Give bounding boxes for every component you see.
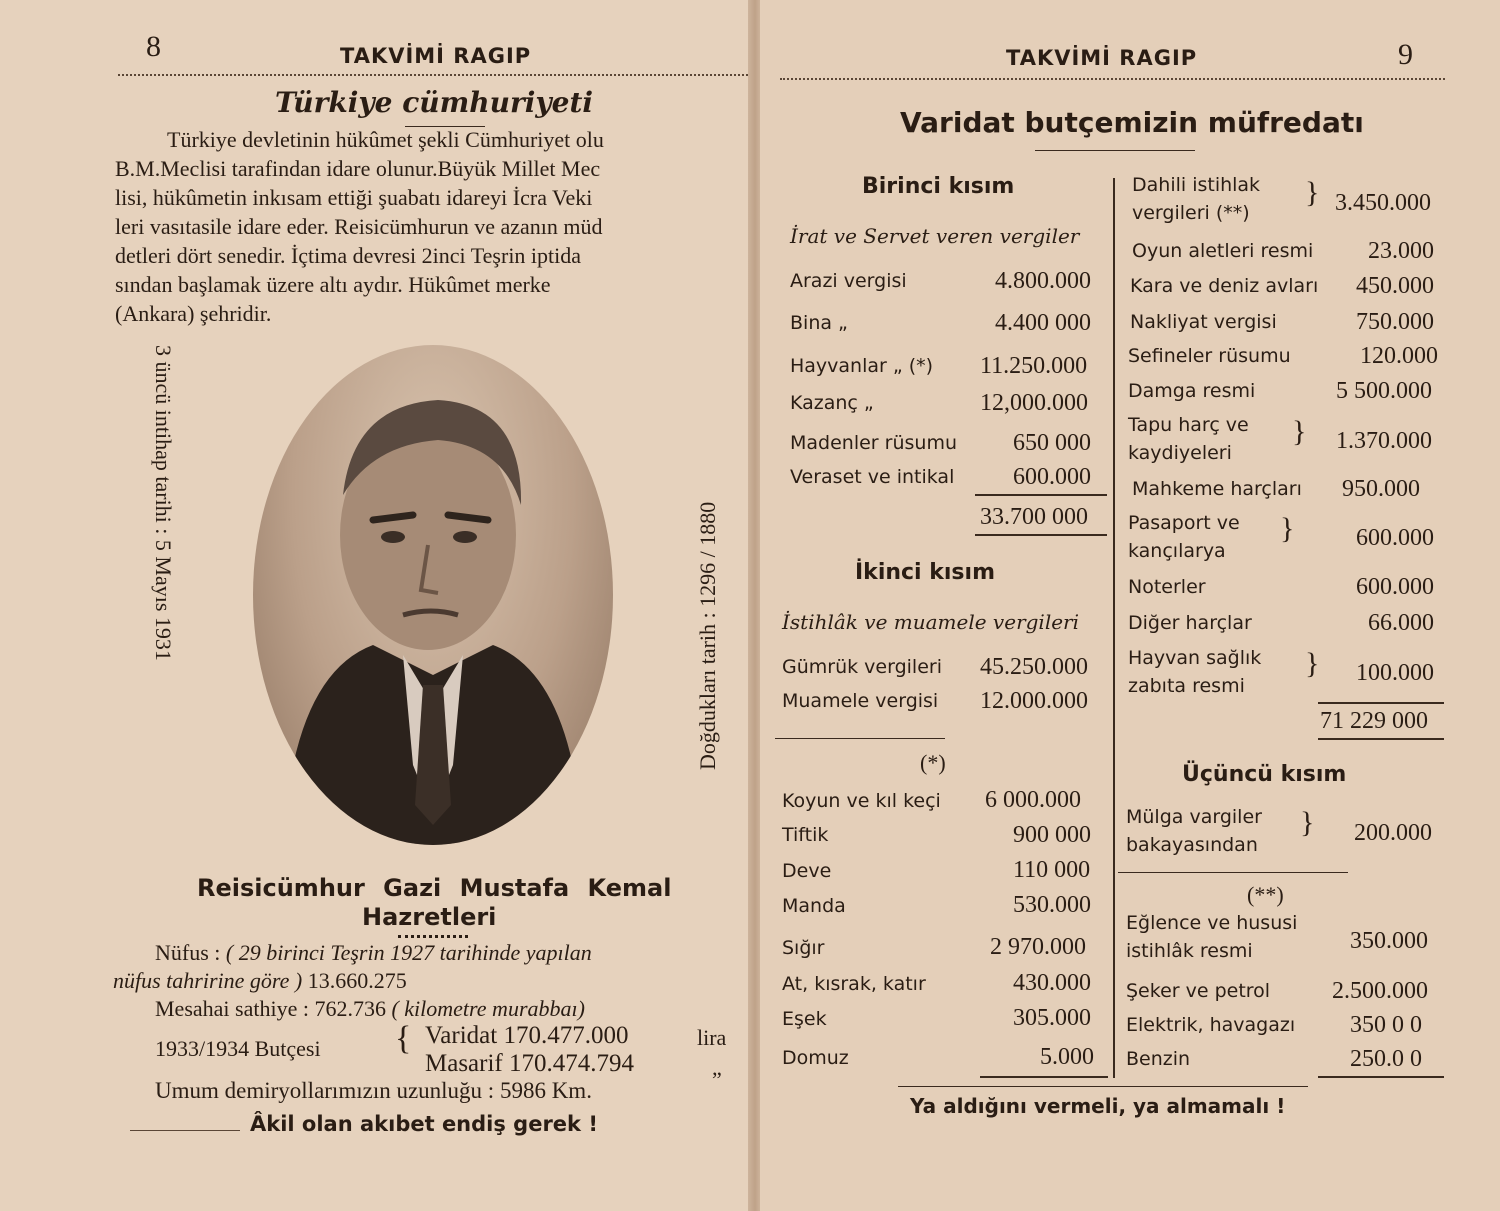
- col2-item-line-b: kançılarya: [1128, 540, 1226, 562]
- portrait-caption-2: Hazretleri: [362, 903, 497, 931]
- page-number-left: 8: [146, 30, 161, 63]
- col2-item-name: Noterler: [1128, 576, 1206, 598]
- intro-paragraph: [115, 125, 752, 328]
- sec1-item-value: 600.000: [1013, 464, 1091, 490]
- sec2-item-value: 12.000.000: [980, 688, 1088, 714]
- star-separator: [775, 738, 945, 739]
- col2-item-value: 66.000: [1368, 610, 1434, 636]
- star-mark: (*): [920, 750, 946, 775]
- motto-right: Ya aldığını vermeli, ya almamalı !: [910, 1094, 1286, 1118]
- mesahai-value: Mesahai sathiye : 762.736: [155, 996, 386, 1021]
- col2-item-value: 120.000: [1360, 343, 1438, 369]
- dstar-item-name: Şeker ve petrol: [1126, 980, 1271, 1002]
- birth-date-vertical: Doğdukları tarih : 1296 / 1880: [695, 501, 720, 770]
- butce-masarif: Masarif 170.474.794: [425, 1050, 634, 1077]
- right-page: [760, 0, 1500, 1211]
- page-number-right: 9: [1398, 38, 1413, 71]
- col2-item-name: Damga resmi: [1128, 380, 1256, 402]
- star-item-value: 110 000: [1013, 857, 1091, 883]
- dstar-item-name: Elektrik, havagazı: [1126, 1014, 1296, 1036]
- running-head-right: TAKVİMİ RAGIP: [1006, 46, 1198, 70]
- dstar-separator: [1118, 872, 1348, 873]
- sec3-item-line-a: Mülga vargiler: [1126, 806, 1262, 828]
- star-item-value: 2 970.000: [990, 934, 1086, 960]
- sec1-item-name: Arazi vergisi: [790, 270, 907, 292]
- col2-item-value: 1.370.000: [1336, 428, 1432, 454]
- nufus-label: Nüfus :: [155, 940, 221, 965]
- col2-item-line-b: zabıta resmi: [1128, 675, 1245, 697]
- page-title-right: Varidat butçemizin müfredatı: [900, 106, 1364, 139]
- col1-bottom-rule: [980, 1076, 1108, 1078]
- para-line-7: (Ankara) şehridir.: [115, 301, 272, 326]
- butce-lira: lira: [697, 1025, 727, 1050]
- nufus-note-a: ( 29 birinci Teşrin 1927 tarihinde yapılan: [225, 940, 592, 965]
- para-line-1: Türkiye devletinin hükûmet şekli Cümhuriyet olu: [167, 127, 604, 152]
- col2-item-value: 100.000: [1356, 660, 1434, 686]
- butce-varidat: Varidat 170.477.000: [425, 1022, 629, 1049]
- col2-item-line-a: Tapu harç ve: [1128, 414, 1249, 436]
- sec2-item-name: Gümrük vergileri: [782, 656, 942, 678]
- sec1-item-value: 11.250.000: [980, 353, 1088, 379]
- sec1-item-value: 12,000.000: [980, 390, 1088, 416]
- portrait-photo: [253, 345, 613, 845]
- dstar-mark: (**): [1247, 882, 1284, 907]
- mesahai-line: [155, 996, 585, 1022]
- demiryol-line: Umum demiryollarımızın uzunluğu : 5986 Km.: [155, 1078, 592, 1103]
- sec1-item-value: 4.400 000: [995, 310, 1091, 336]
- sec1-item-name: Hayvanlar „ (*): [790, 355, 934, 377]
- star-item-value: 5.000: [1040, 1044, 1094, 1070]
- col2-item-name: Diğer harçlar: [1128, 612, 1252, 634]
- sec2-item-value: 45.250.000: [980, 654, 1088, 680]
- star-item-value: 430.000: [1013, 970, 1091, 996]
- sec1-item-name: Veraset ve intikal: [790, 466, 955, 488]
- col2-item-value: 600.000: [1356, 525, 1434, 551]
- caption-ornament: [398, 935, 468, 938]
- sec2-title: İkinci kısım: [855, 560, 995, 585]
- title-underline-right: [1035, 150, 1195, 151]
- sec1-subtitle: İrat ve Servet veren vergiler: [790, 224, 1080, 248]
- sec3-value: 200.000: [1354, 820, 1432, 846]
- para-line-3: lisi, hükûmetin inkısam ettiği şuabatı idareyi İcra Veki: [115, 185, 593, 210]
- nufus-line-2: [113, 968, 407, 994]
- col2-item-value: 450.000: [1356, 273, 1434, 299]
- sec1-item-value: 4.800.000: [995, 268, 1091, 294]
- col2-item-name: Sefineler rüsumu: [1128, 345, 1291, 367]
- portrait-caption-1: Reisicümhur Gazi Mustafa Kemal: [197, 874, 672, 902]
- running-head-left: TAKVİMİ RAGIP: [340, 44, 532, 68]
- col2-item-value: 950.000: [1342, 476, 1420, 502]
- page-title-left: Türkiye cümhuriyeti: [275, 86, 594, 119]
- nufus-value: 13.660.275: [307, 968, 407, 993]
- nufus-note-b: nüfus tahririne göre ): [113, 968, 303, 993]
- butce-brace: {: [395, 1020, 412, 1057]
- col2-item-name: Nakliyat vergisi: [1130, 311, 1277, 333]
- star-item-name: Deve: [782, 860, 832, 882]
- dstar-item-value: 2.500.000: [1332, 978, 1428, 1004]
- sec1-total: 33.700 000: [980, 504, 1088, 530]
- motto-left: Âkil olan akıbet endiş gerek !: [250, 1112, 598, 1136]
- star-item-name: Tiftik: [782, 824, 829, 846]
- para-line-6: sından başlamak üzere altı aydır. Hükûmet merke: [115, 272, 551, 297]
- star-item-value: 900 000: [1013, 822, 1091, 848]
- col2-item-line-a: Hayvan sağlık: [1128, 647, 1262, 669]
- col2-item-line-a: Pasaport ve: [1128, 512, 1240, 534]
- para-line-4: leri vasıtasile idare eder. Reisicümhurun ve azanın müd: [115, 214, 603, 239]
- butce-label: 1933/1934 Butçesi: [155, 1036, 321, 1061]
- butce-ditto: „: [712, 1055, 722, 1080]
- col2-total-underline: [1318, 738, 1444, 740]
- col2-item-line-b: vergileri (**): [1132, 202, 1250, 224]
- dstar-item-value: 350.000: [1350, 928, 1428, 954]
- mesahai-note: ( kilometre murabbaı): [391, 996, 585, 1021]
- portrait-figure-icon: [253, 345, 613, 845]
- col2-item-value: 600.000: [1356, 574, 1434, 600]
- star-item-name: Sığır: [782, 937, 825, 959]
- col2-item-name: Oyun aletleri resmi: [1132, 240, 1314, 262]
- star-item-value: 530.000: [1013, 892, 1091, 918]
- dstar-item-name: Benzin: [1126, 1048, 1191, 1070]
- column-divider: [1113, 178, 1115, 1078]
- sec1-total-rule: [975, 494, 1107, 496]
- col2-total-rule: [1318, 702, 1444, 704]
- col2-item-name: Mahkeme harçları: [1132, 478, 1302, 500]
- col2-brace: }: [1280, 512, 1295, 545]
- sec3-brace: }: [1300, 806, 1315, 839]
- motto-rule-right: [898, 1086, 1308, 1087]
- col2-item-value: 3.450.000: [1335, 190, 1431, 216]
- col2-brace: }: [1292, 415, 1307, 448]
- dstar-item-line-a: Eğlence ve hususi: [1126, 912, 1298, 934]
- col2-total: 71 229 000: [1320, 708, 1428, 734]
- col2-brace: }: [1305, 647, 1320, 680]
- sec1-title: Birinci kısım: [862, 174, 1015, 199]
- sec1-total-underline: [975, 534, 1107, 536]
- para-line-2: B.M.Meclisi tarafindan idare olunur.Büyük Millet Mec: [115, 156, 601, 181]
- para-line-5: detleri dört senedir. İçtima devresi 2inci Teşrin iptida: [115, 243, 582, 268]
- col2-item-value: 5 500.000: [1336, 378, 1432, 404]
- motto-rule-left: [130, 1130, 240, 1131]
- header-rule-left: [118, 74, 752, 76]
- nufus-line-1: [155, 940, 592, 966]
- col2-item-value: 750.000: [1356, 309, 1434, 335]
- dstar-item-line-b: istihlâk resmi: [1126, 940, 1253, 962]
- dstar-item-value: 350 0 0: [1350, 1012, 1422, 1038]
- star-item-name: Domuz: [782, 1047, 849, 1069]
- col2-item-value: 23.000: [1368, 238, 1434, 264]
- sec1-item-value: 650 000: [1013, 430, 1091, 456]
- col2-item-name: Kara ve deniz avları: [1130, 275, 1319, 297]
- col2-brace: }: [1305, 176, 1320, 209]
- sec1-item-name: Madenler rüsumu: [790, 432, 957, 454]
- sec2-subtitle: İstihlâk ve muamele vergileri: [782, 610, 1080, 634]
- star-item-value: 305.000: [1013, 1005, 1091, 1031]
- star-item-name: At, kısrak, katır: [782, 973, 926, 995]
- sec3-title: Üçüncü kısım: [1182, 762, 1347, 787]
- star-item-value: 6 000.000: [985, 787, 1081, 813]
- sec1-item-name: Bina „: [790, 312, 848, 334]
- header-rule-right: [780, 78, 1445, 80]
- dstar-item-value: 250.0 0: [1350, 1046, 1422, 1072]
- sec3-item-line-b: bakayasından: [1126, 834, 1258, 856]
- sec2-item-name: Muamele vergisi: [782, 690, 939, 712]
- election-date-vertical: 3 üncü intihap tarihi : 5 Mayıs 1931: [151, 345, 176, 661]
- star-item-name: Manda: [782, 895, 846, 917]
- col2-item-line-a: Dahili istihlak: [1132, 174, 1261, 196]
- star-item-name: Eşek: [782, 1008, 827, 1030]
- sec1-item-name: Kazanç „: [790, 392, 874, 414]
- col2-item-line-b: kaydiyeleri: [1128, 442, 1232, 464]
- col2-bottom-rule: [1318, 1076, 1444, 1078]
- star-item-name: Koyun ve kıl keçi: [782, 790, 941, 812]
